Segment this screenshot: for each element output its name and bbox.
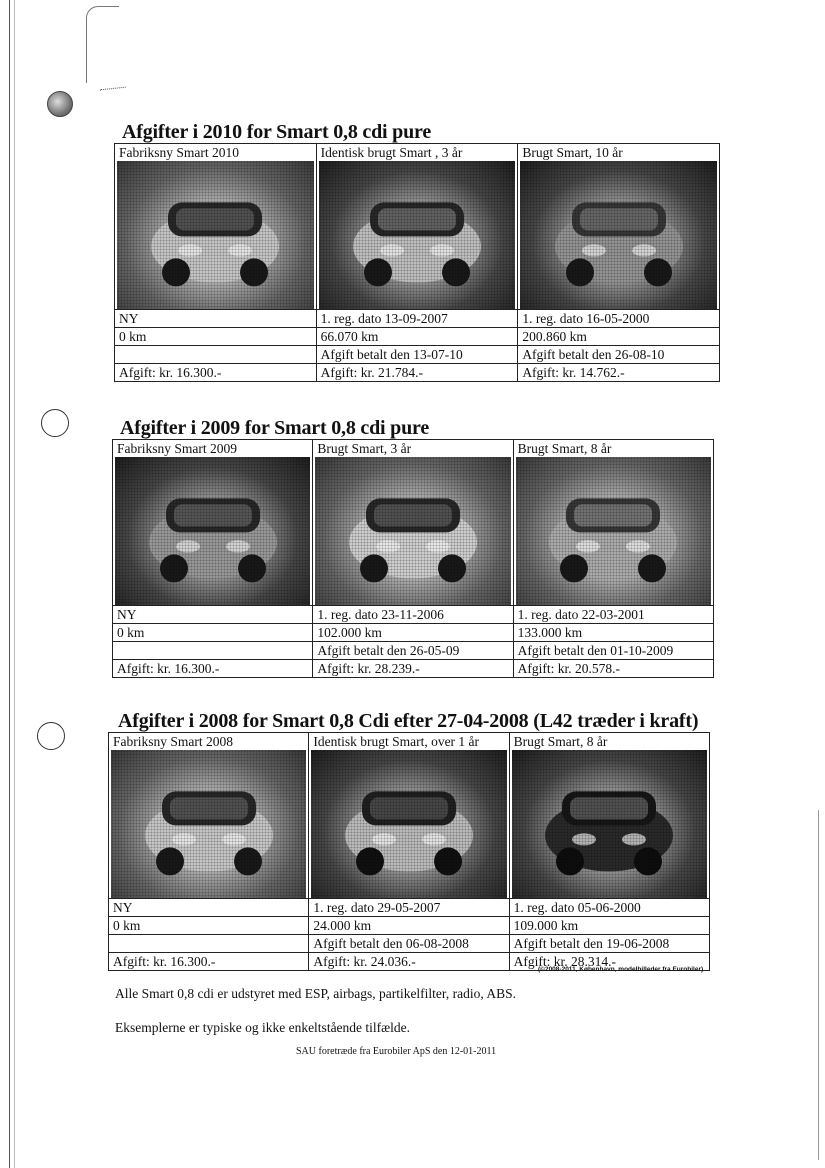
car-table [108, 732, 710, 971]
table-cell: 1. reg. dato 05-06-2000 [509, 899, 709, 917]
table-cell: Afgift: kr. 14.762.- [518, 364, 720, 382]
table-cell: 200.860 km [518, 328, 720, 346]
table-cell: NY [109, 899, 309, 917]
column-header: Fabriksny Smart 2008 [109, 733, 309, 751]
car-icon [134, 773, 284, 883]
table-cell: Afgift: kr. 16.300.- [113, 660, 313, 678]
table-cell: 1. reg. dato 23-11-2006 [313, 606, 513, 624]
column-header: Fabriksny Smart 2009 [113, 440, 313, 458]
car-photo [319, 161, 516, 309]
car-table [112, 439, 714, 678]
car-icon [342, 184, 492, 294]
column-header: Brugt Smart, 8 år [509, 733, 709, 751]
car-icon [338, 480, 488, 590]
car-icon [538, 480, 688, 590]
section-2008 [108, 710, 710, 971]
table-cell: Afgift: kr. 20.578.- [513, 660, 713, 678]
table-cell: Afgift betalt den 13-07-10 [316, 346, 518, 364]
table-cell: Afgift betalt den 06-08-2008 [309, 935, 509, 953]
scan-scribble [100, 87, 126, 95]
table-cell: 133.000 km [513, 624, 713, 642]
copyright-note: (©2008-2011, København, modelbilleder fra Eurobiler) [538, 966, 704, 973]
car-photo [512, 750, 707, 898]
punch-hole [41, 409, 69, 437]
table-cell: 1. reg. dato 16-05-2000 [518, 310, 720, 328]
table-cell [109, 935, 309, 953]
section-title: Afgifter i 2009 for Smart 0,8 cdi pure [120, 417, 430, 439]
table-cell: 102.000 km [313, 624, 513, 642]
car-icon [544, 184, 694, 294]
scan-edge-line [818, 810, 819, 1160]
page-footer: SAU foretræde fra Eurobiler ApS den 12-01-2011 [296, 1046, 497, 1057]
table-cell: 1. reg. dato 29-05-2007 [309, 899, 509, 917]
table-cell: Afgift: kr. 28.314.- [509, 953, 709, 971]
table-cell: Afgift betalt den 26-05-09 [313, 642, 513, 660]
section-2010 [114, 121, 720, 382]
column-header: Identisk brugt Smart, over 1 år [309, 733, 509, 751]
table-cell: NY [115, 310, 317, 328]
table-cell: 0 km [109, 917, 309, 935]
car-photo [315, 457, 510, 605]
table-cell: Afgift: kr. 28.239.- [313, 660, 513, 678]
car-photo [520, 161, 717, 309]
section-2009 [112, 417, 714, 678]
car-photo [311, 750, 506, 898]
scan-edge-line [9, 0, 10, 1168]
car-photo [111, 750, 306, 898]
car-icon [334, 773, 484, 883]
scan-corner-mark [86, 6, 119, 83]
table-cell: Afgift: kr. 16.300.- [115, 364, 317, 382]
table-cell: Afgift betalt den 19-06-2008 [509, 935, 709, 953]
table-cell [113, 642, 313, 660]
table-cell: 0 km [113, 624, 313, 642]
table-cell: 66.070 km [316, 328, 518, 346]
car-table [114, 143, 720, 382]
table-cell: NY [113, 606, 313, 624]
table-cell: 0 km [115, 328, 317, 346]
table-cell [115, 346, 317, 364]
table-cell: Afgift: kr. 21.784.- [316, 364, 518, 382]
car-icon [534, 773, 684, 883]
car-icon [140, 184, 290, 294]
table-cell: Afgift: kr. 24.036.- [309, 953, 509, 971]
column-header: Identisk brugt Smart , 3 år [316, 144, 518, 162]
table-cell: Afgift betalt den 01-10-2009 [513, 642, 713, 660]
column-header: Fabriksny Smart 2010 [115, 144, 317, 162]
table-cell: Afgift betalt den 26-08-10 [518, 346, 720, 364]
car-icon [138, 480, 288, 590]
punch-hole [47, 91, 73, 117]
column-header: Brugt Smart, 10 år [518, 144, 720, 162]
table-cell: 1. reg. dato 22-03-2001 [513, 606, 713, 624]
column-header: Brugt Smart, 8 år [513, 440, 713, 458]
table-cell: Afgift: kr. 16.300.- [109, 953, 309, 971]
car-photo [117, 161, 314, 309]
table-cell: 24.000 km [309, 917, 509, 935]
typical-examples-note: Eksemplerne er typiske og ikke enkeltstående tilfælde. [115, 1020, 411, 1035]
car-photo [115, 457, 310, 605]
table-cell: 109.000 km [509, 917, 709, 935]
section-title: Afgifter i 2008 for Smart 0,8 Cdi efter 27-04-2008 (L42 træder i kraft) [118, 710, 699, 732]
car-photo [516, 457, 711, 605]
section-title: Afgifter i 2010 for Smart 0,8 cdi pure [122, 121, 432, 143]
table-cell: 1. reg. dato 13-09-2007 [316, 310, 518, 328]
column-header: Brugt Smart, 3 år [313, 440, 513, 458]
equipment-note: Alle Smart 0,8 cdi er udstyret med ESP, airbags, partikelfilter, radio, ABS. [115, 986, 517, 1001]
punch-hole [37, 722, 65, 750]
scan-edge-line [14, 0, 15, 1168]
